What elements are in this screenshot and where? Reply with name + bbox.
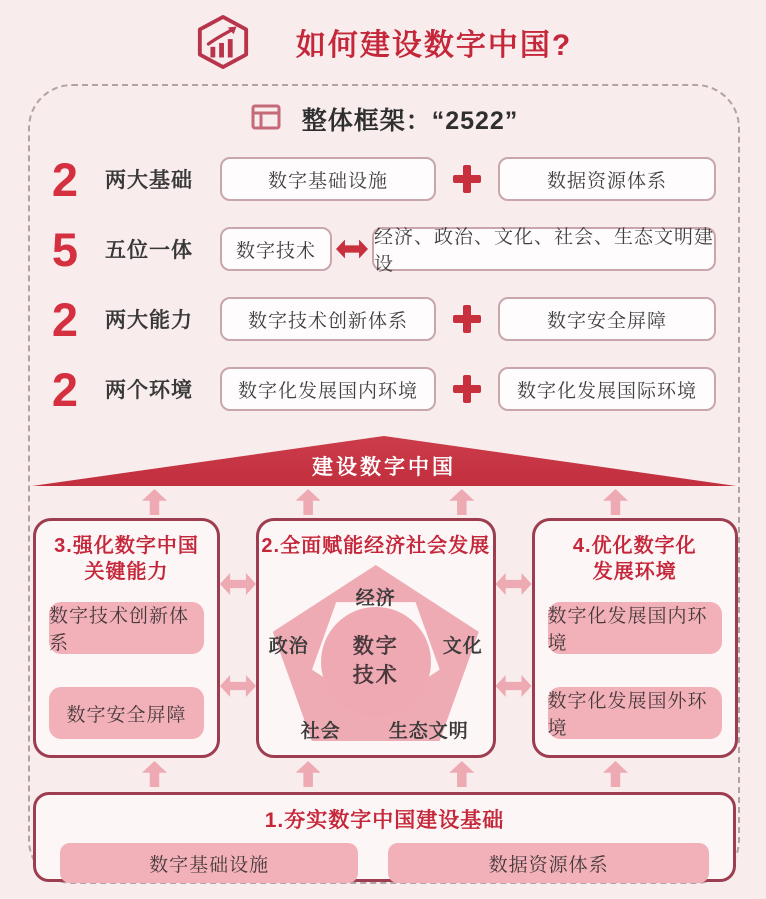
pillar-title-line: 3.强化数字中国: [54, 535, 199, 557]
framework-item: 数字化发展国内环境: [220, 367, 436, 411]
framework-row-environments: [30, 354, 738, 424]
pillar-items: [535, 602, 735, 739]
framework-item: 数字技术创新体系: [220, 297, 436, 341]
foundation-items: [36, 834, 733, 883]
row-label: 两大能力: [105, 309, 193, 332]
row-content: [220, 227, 716, 275]
pillar-title: 2.全面赋能经济社会发展: [261, 535, 491, 557]
framework-heading: [30, 94, 738, 144]
pentagon-label-economy: 经济: [355, 588, 396, 609]
pillar-key-capabilities: [33, 518, 220, 758]
page-title: 如何建设数字中国?: [295, 29, 573, 62]
foundation-title: 1.夯实数字中国建设基础: [264, 809, 505, 832]
connector: [436, 305, 498, 333]
framework-item: 数字基础设施: [220, 157, 436, 201]
double-arrow-icon: [496, 675, 532, 697]
up-arrow-icon: [142, 761, 167, 787]
double-arrow-icon: [220, 675, 256, 697]
pillar-title: [36, 533, 217, 585]
framework-item: 数字技术: [220, 227, 332, 271]
plus-icon: [453, 165, 481, 193]
pillar-gap: [220, 518, 256, 758]
up-arrow-icon: [603, 761, 628, 787]
pentagon-center-label: 数字: [352, 635, 399, 659]
pentagon-label-culture: 文化: [442, 636, 483, 657]
up-arrow-icon: [449, 761, 474, 787]
pillar-title: [535, 533, 735, 585]
foundation-item: 数据资源体系: [388, 843, 709, 883]
row-label: 两个环境: [105, 379, 193, 402]
roof-banner-label: 建设数字中国: [312, 456, 456, 479]
pillar-title-line: 4.优化数字化: [572, 535, 697, 557]
pentagon-diagram: [268, 565, 483, 742]
pillar-item: 数字化发展国内环境: [548, 602, 722, 654]
connector: [332, 240, 372, 259]
up-arrow-icon: [449, 489, 474, 515]
pillar-item: 数字化发展国外环境: [548, 687, 722, 739]
pentagon-center-circle: [321, 607, 431, 717]
up-arrow-icon: [296, 761, 321, 787]
pillar-gap: [496, 518, 532, 758]
framework-item: 数字化发展国际环境: [498, 367, 716, 411]
pillar-item: 数字技术创新体系: [49, 602, 204, 654]
framework-row-capabilities: [30, 284, 738, 354]
row-content: [220, 297, 716, 341]
framework-panel: [28, 84, 740, 884]
framework-item: 经济、政治、文化、社会、生态文明建设: [374, 227, 715, 275]
framework-item: 数据资源体系: [498, 157, 716, 201]
row-content: [220, 367, 716, 411]
pillar-development-environment: [532, 518, 738, 758]
page-header: [0, 0, 766, 72]
pillar-title-line: 关键能力: [84, 561, 169, 583]
pillars-section: [30, 518, 738, 758]
pentagon-label-ecology: 生态文明: [388, 721, 469, 742]
double-arrow-icon: [220, 573, 256, 595]
pillar-title-line: 发展环境: [592, 561, 677, 583]
row-label: 五位一体: [105, 239, 193, 262]
pentagon-center-label: 技术: [352, 663, 399, 687]
framework-heading-label: 整体框架：“2522”: [301, 107, 519, 135]
foundation-item: 数字基础设施: [60, 843, 358, 883]
row-number: 2: [51, 292, 79, 346]
row-label: 两大基础: [105, 169, 193, 192]
up-arrow-icon: [296, 489, 321, 515]
framework-row-five-sphere: [30, 214, 738, 284]
pillar-items: [36, 602, 217, 739]
pentagon-label-society: 社会: [300, 721, 341, 742]
double-arrow-icon: [496, 573, 532, 595]
roof-banner: [32, 436, 736, 486]
pillar-empower-economy-society: [256, 518, 496, 758]
frame-layout-icon: [250, 101, 282, 138]
up-arrows-row-top: [30, 489, 738, 515]
row-number: 5: [51, 222, 79, 276]
pentagon-label-politics: 政治: [268, 636, 309, 657]
hexagon-growth-chart-icon: [194, 14, 252, 70]
row-number: 2: [51, 362, 79, 416]
double-arrow-icon: [336, 240, 368, 259]
framework-row-foundations: [30, 144, 738, 214]
pillar-item: 数字安全屏障: [49, 687, 204, 739]
row-content: [220, 157, 716, 201]
up-arrow-icon: [603, 489, 628, 515]
framework-item: 数字安全屏障: [498, 297, 716, 341]
connector: [436, 375, 498, 403]
row-number: 2: [51, 152, 79, 206]
up-arrow-icon: [142, 489, 167, 515]
connector: [436, 165, 498, 193]
up-arrows-row-bottom: [30, 761, 738, 787]
plus-icon: [453, 305, 481, 333]
foundation-box: [33, 792, 736, 882]
plus-icon: [453, 375, 481, 403]
